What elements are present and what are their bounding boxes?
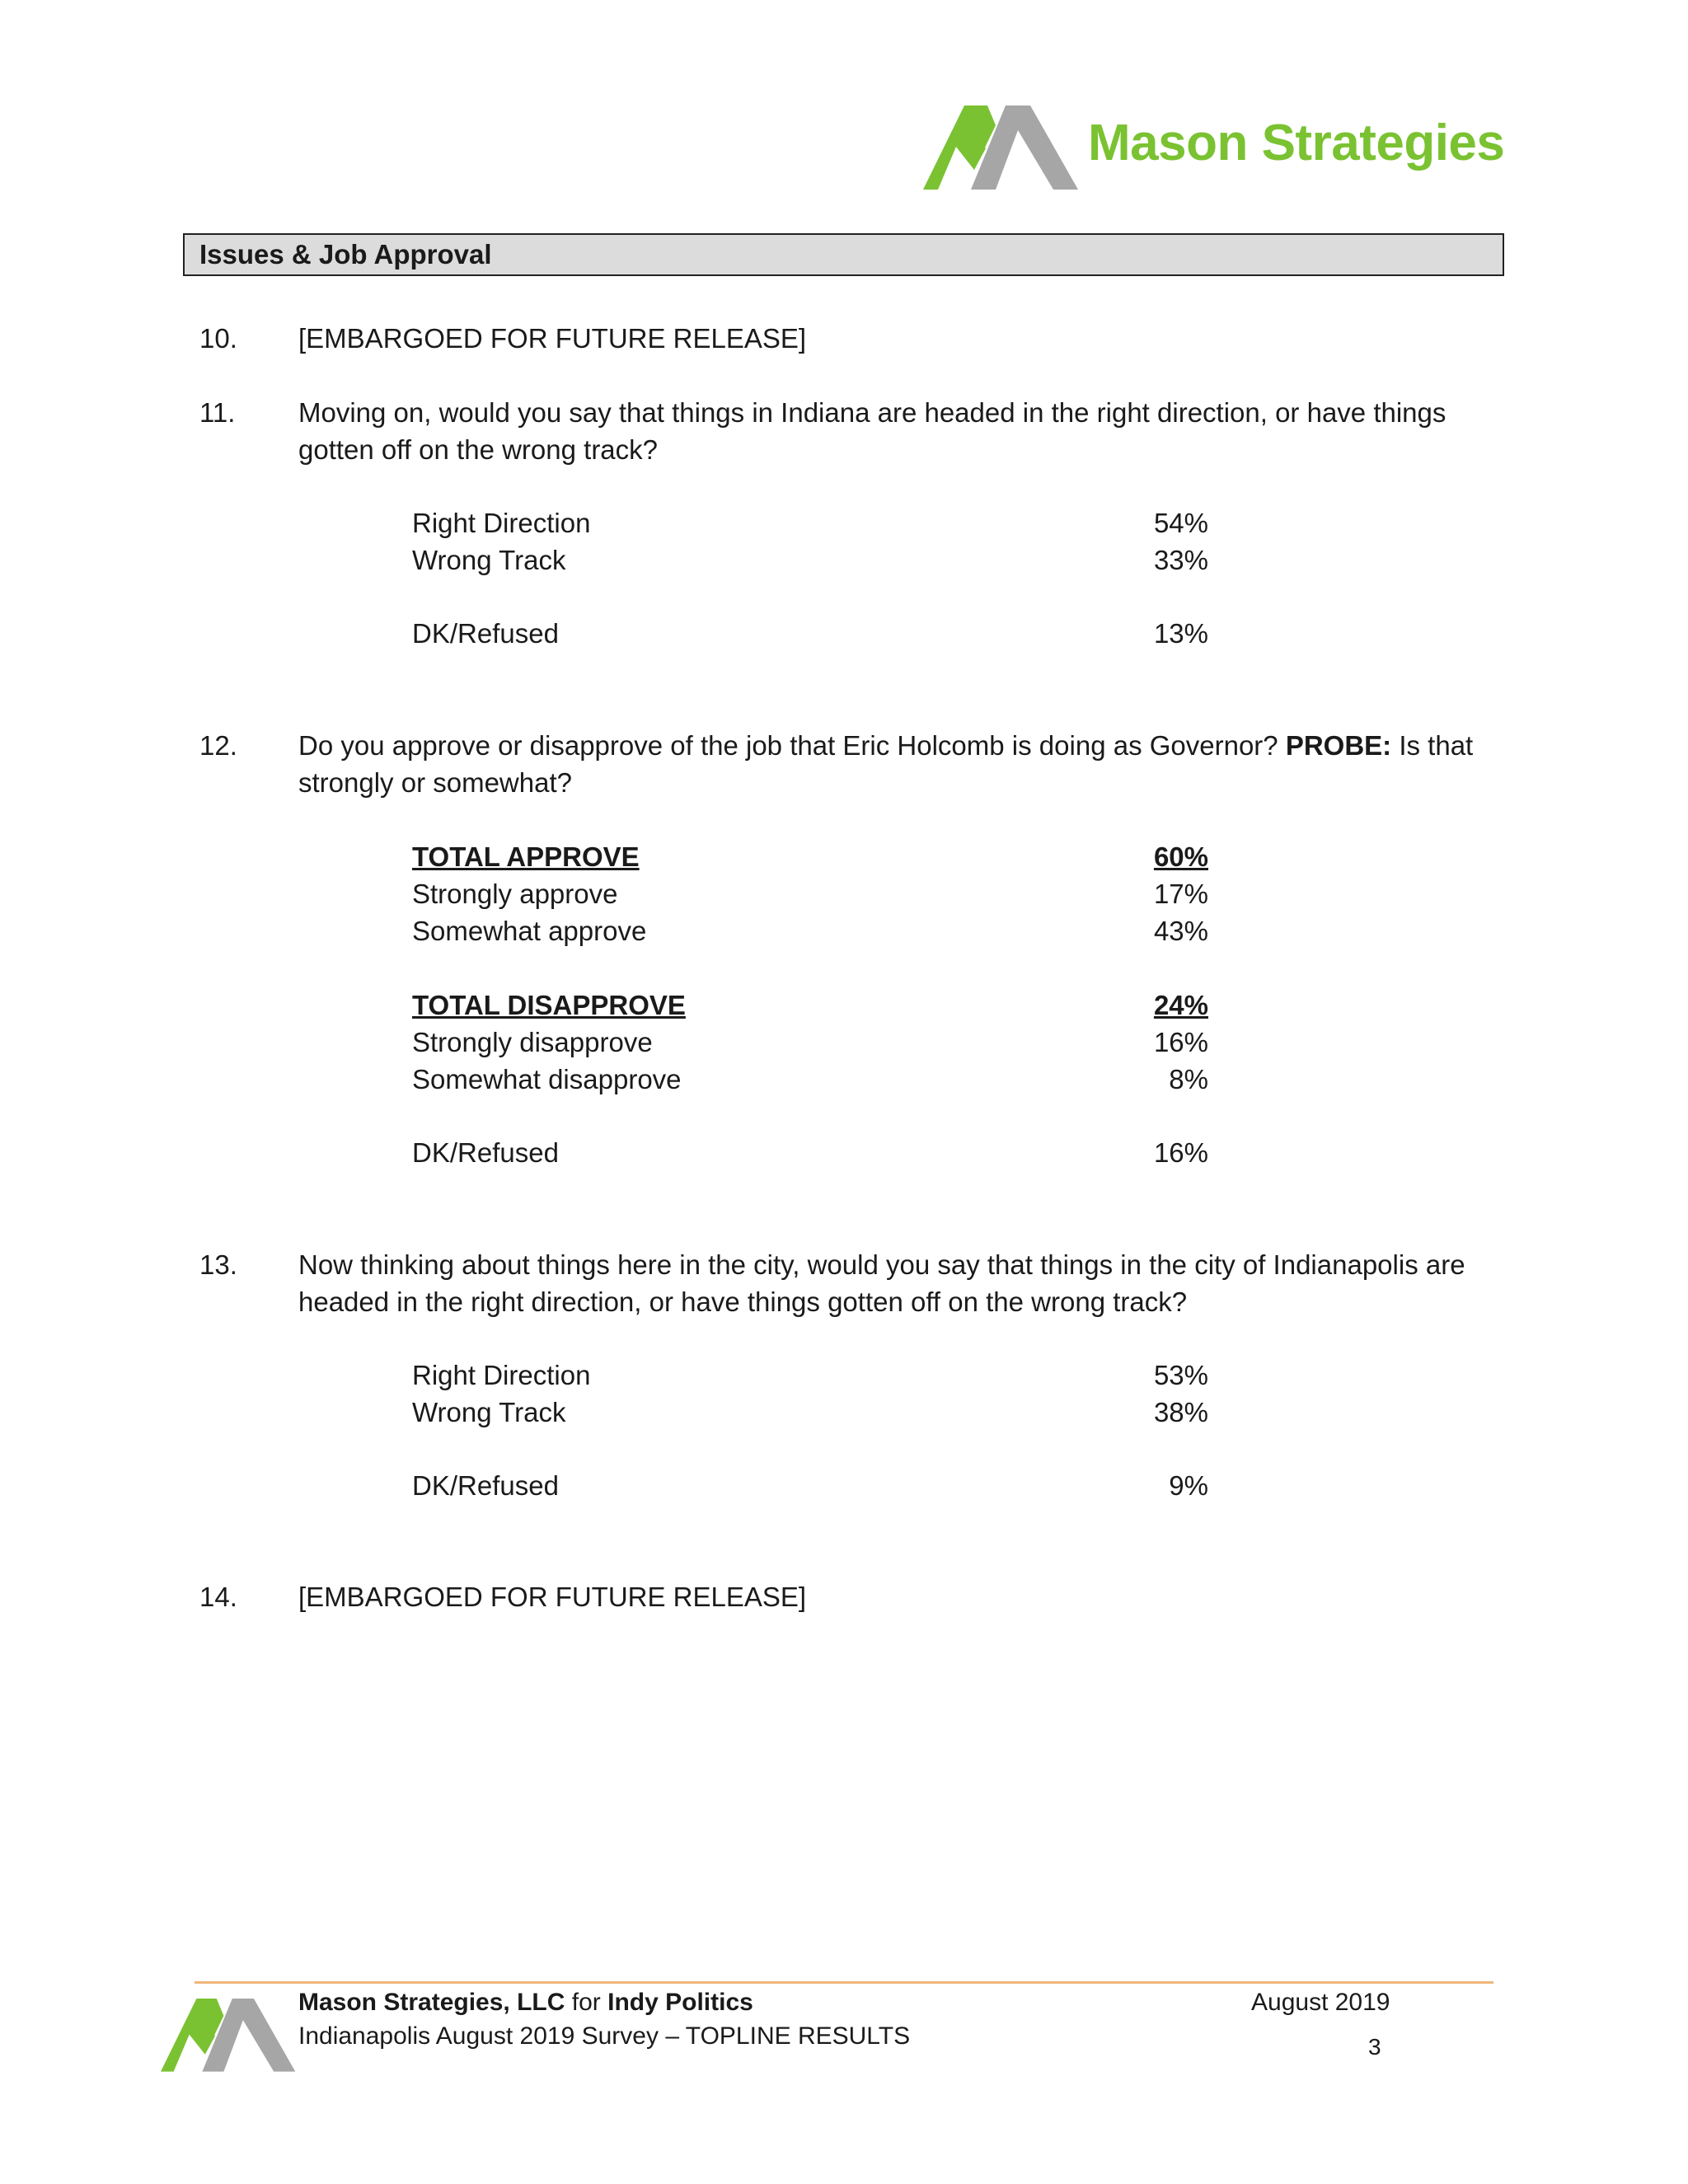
- page-number: 3: [1368, 2034, 1381, 2060]
- footer-date: August 2019: [1251, 1989, 1390, 2016]
- question-number: 14.: [199, 1582, 237, 1612]
- logo-text: Mason Strategies: [1088, 115, 1505, 171]
- question-number: 12.: [199, 730, 237, 761]
- response-value: 17%: [1153, 879, 1208, 909]
- response-label: Right Direction: [412, 1360, 591, 1390]
- footer-divider: [195, 1981, 1493, 1984]
- mason-strategies-logo: [923, 97, 1505, 196]
- response-value: 33%: [1153, 545, 1208, 575]
- response-label: Right Direction: [412, 508, 591, 538]
- footer-company: Mason Strategies, LLC: [298, 1989, 565, 2016]
- response-label: Wrong Track: [412, 545, 566, 575]
- response-label: TOTAL DISAPPROVE: [412, 990, 686, 1020]
- response-row: [412, 1134, 1208, 1171]
- response-label: Somewhat approve: [412, 916, 647, 946]
- question-number: 13.: [199, 1249, 237, 1280]
- response-label: DK/Refused: [412, 618, 559, 649]
- footer-subtitle: Indianapolis August 2019 Survey – TOPLINE RESULTS: [298, 2022, 911, 2050]
- response-row: [412, 1394, 1208, 1431]
- response-row: [412, 541, 1208, 579]
- question-text: Moving on, would you say that things in Indiana are headed in the right direction, or have things gotten off on the wrong track?: [298, 397, 1447, 465]
- response-value: 54%: [1153, 508, 1208, 538]
- response-row: [412, 1467, 1208, 1504]
- response-value: 9%: [1169, 1470, 1208, 1501]
- response-label: Strongly approve: [412, 879, 618, 909]
- question-text: Now thinking about things here in the city, would you say that things in the city of Indianapolis are headed in the right direction, or have things gotten off on the wrong track?: [298, 1249, 1465, 1317]
- question-text: [EMBARGOED FOR FUTURE RELEASE]: [298, 1582, 807, 1612]
- response-value: 43%: [1153, 916, 1208, 946]
- response-row: [412, 912, 1208, 949]
- response-label: Wrong Track: [412, 1397, 566, 1427]
- response-row-total: [412, 838, 1208, 875]
- response-row: [412, 1357, 1208, 1394]
- mountain-logo-icon: [161, 1991, 297, 2072]
- question-text-before: Do you approve or disapprove of the job that Eric Holcomb is doing as Governor?: [298, 730, 1278, 761]
- response-value: 24%: [1153, 990, 1208, 1020]
- response-label: TOTAL APPROVE: [412, 841, 640, 872]
- footer-client: Indy Politics: [607, 1989, 753, 2016]
- response-row: [412, 1024, 1208, 1061]
- response-label: DK/Refused: [412, 1137, 559, 1168]
- section-title: Issues & Job Approval: [183, 233, 1504, 276]
- response-label: DK/Refused: [412, 1470, 559, 1501]
- response-value: 53%: [1153, 1360, 1208, 1390]
- question-text: [EMBARGOED FOR FUTURE RELEASE]: [298, 323, 807, 354]
- mountain-logo-icon: [923, 97, 1080, 190]
- response-row: [412, 504, 1208, 541]
- footer-for: for: [571, 1989, 601, 2016]
- probe-label: PROBE:: [1285, 730, 1392, 761]
- response-value: 16%: [1153, 1027, 1208, 1057]
- response-label: Strongly disapprove: [412, 1027, 653, 1057]
- response-value: 13%: [1153, 618, 1208, 649]
- response-value: 38%: [1153, 1397, 1208, 1427]
- footer-logo: [161, 1991, 297, 2076]
- response-row: [412, 875, 1208, 912]
- response-row: [412, 615, 1208, 652]
- response-row: [412, 1061, 1208, 1098]
- response-value: 8%: [1169, 1064, 1208, 1094]
- question-number: 10.: [199, 323, 237, 354]
- question-text: [298, 727, 1485, 801]
- question-text-after: Is that strongly or somewhat?: [298, 730, 1474, 798]
- footer-company-line: [298, 1986, 753, 2019]
- response-row-total: [412, 987, 1208, 1024]
- question-number: 11.: [199, 397, 236, 428]
- response-value: 16%: [1153, 1137, 1208, 1168]
- response-value: 60%: [1153, 841, 1208, 872]
- response-label: Somewhat disapprove: [412, 1064, 682, 1094]
